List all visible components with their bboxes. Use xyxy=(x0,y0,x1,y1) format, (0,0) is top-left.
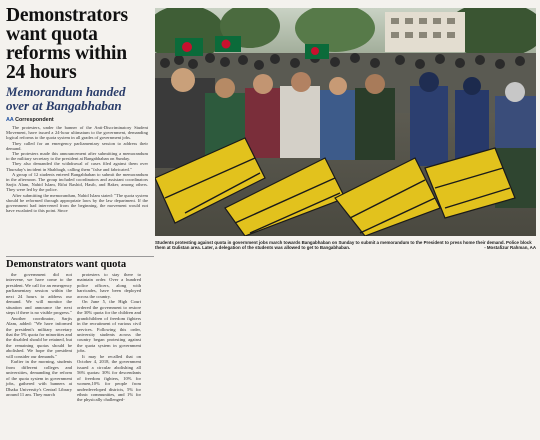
article-paragraph: Earlier in the morning, students from different colleges and universities, demanding the reform of the quota system in government jobs, gathered with banners at Dhaka University's Central Library around 11 am. They march xyxy=(6,359,72,397)
byline xyxy=(6,117,148,123)
protest-photo-illustration xyxy=(155,8,536,236)
article-paragraph: protesters to stay there to maintain order. Over a hundred police officers, along with barricades, have been deployed across the country. xyxy=(77,272,141,299)
article-paragraph: They also demanded the withdrawal of cases filed against them over Thursday's incident in Shahbagh, calling them "false and fabricated." xyxy=(6,161,148,172)
article-paragraph: The protesters made this announcement after submitting a memorandum to the military secretary to the president at Bangabhaban on Sunday. xyxy=(6,151,148,162)
story-column xyxy=(77,272,141,403)
lead-story xyxy=(6,6,148,213)
article-paragraph: On June 5, the High Court ordered the government to restore the 30% quota for the children and grandchildren of freedom fighters in the recruitment of various civil services. Following this order, university students across the country began protesting against the quota system in government jobs. xyxy=(77,299,141,354)
photo-caption xyxy=(155,240,536,251)
headline: Demonstrators want quota reforms within 24 hours xyxy=(6,5,128,83)
story-column xyxy=(6,272,72,397)
article-paragraph: A group of 12 students entered Bangabhaban to submit the memorandum in the afternoon. The group included coordinators and assistant coordinators Sarjis Alam, Nahid Islam, Rifat Rashid, Hasib, and Baker, among others. They were led by the police. xyxy=(6,171,148,193)
article-paragraph: It may be recalled that on October 4, 2018, the government issued a circular abolishing all 56% quotas: 30% for descendants of freedom fighters, 10% for women,10% for people from underdeveloped districts, 5% for ethnic communities, and 1% for the physically challenged- xyxy=(77,353,141,403)
photo-credit: - Mostafizur Rahman, AA xyxy=(484,245,536,251)
article-body xyxy=(6,125,148,213)
byline-tag: AA xyxy=(6,117,14,123)
news-photo xyxy=(155,8,536,236)
article-paragraph: After submitting the memorandum, Nahid Islam stated: "The quota system should be reformed through appropriate laws by the law department. If the government had intervened from the beginning, the movement would not have escalated to this point. Since xyxy=(6,192,148,214)
article-paragraph: They called for an emergency parliamentary session to address their demand. xyxy=(6,140,148,151)
article-paragraph: the government did not intervene, we have come to the president. We call for an emergency parliamentary session within the next 24 hours to address our demand. We will monitor the situation and announce the next steps if there is no visible progress." xyxy=(6,272,72,316)
article-paragraph: The protesters, under the banner of the Anti-Discriminatory Student Movement, have issued a 24-hour ultimatum to the government, demanding logical reforms to the quota system in all grades of government jobs. xyxy=(6,125,148,141)
article-paragraph: Another coordinator, Sarjis Alam, added: "We have informed the president's military secretary that the 5% quota for minorities and the disabled should be retained, but the remaining quotas should be abolished. We hope the president will consider our demands." xyxy=(6,315,72,359)
byline-text: Correspondent xyxy=(15,117,54,123)
caption-text: Students protesting against quota in government jobs march towards Bangabhaban on Sunday to submit a memorandum to the President to press home their demand. Police block them at Gulistan area. Later, a delegation of the students was allowed to get to Bangabhaban. xyxy=(155,240,532,251)
subheadline: Memorandum handed over at Bangabhaban xyxy=(6,84,126,113)
second-story-headline: Demonstrators want quota xyxy=(6,256,154,271)
